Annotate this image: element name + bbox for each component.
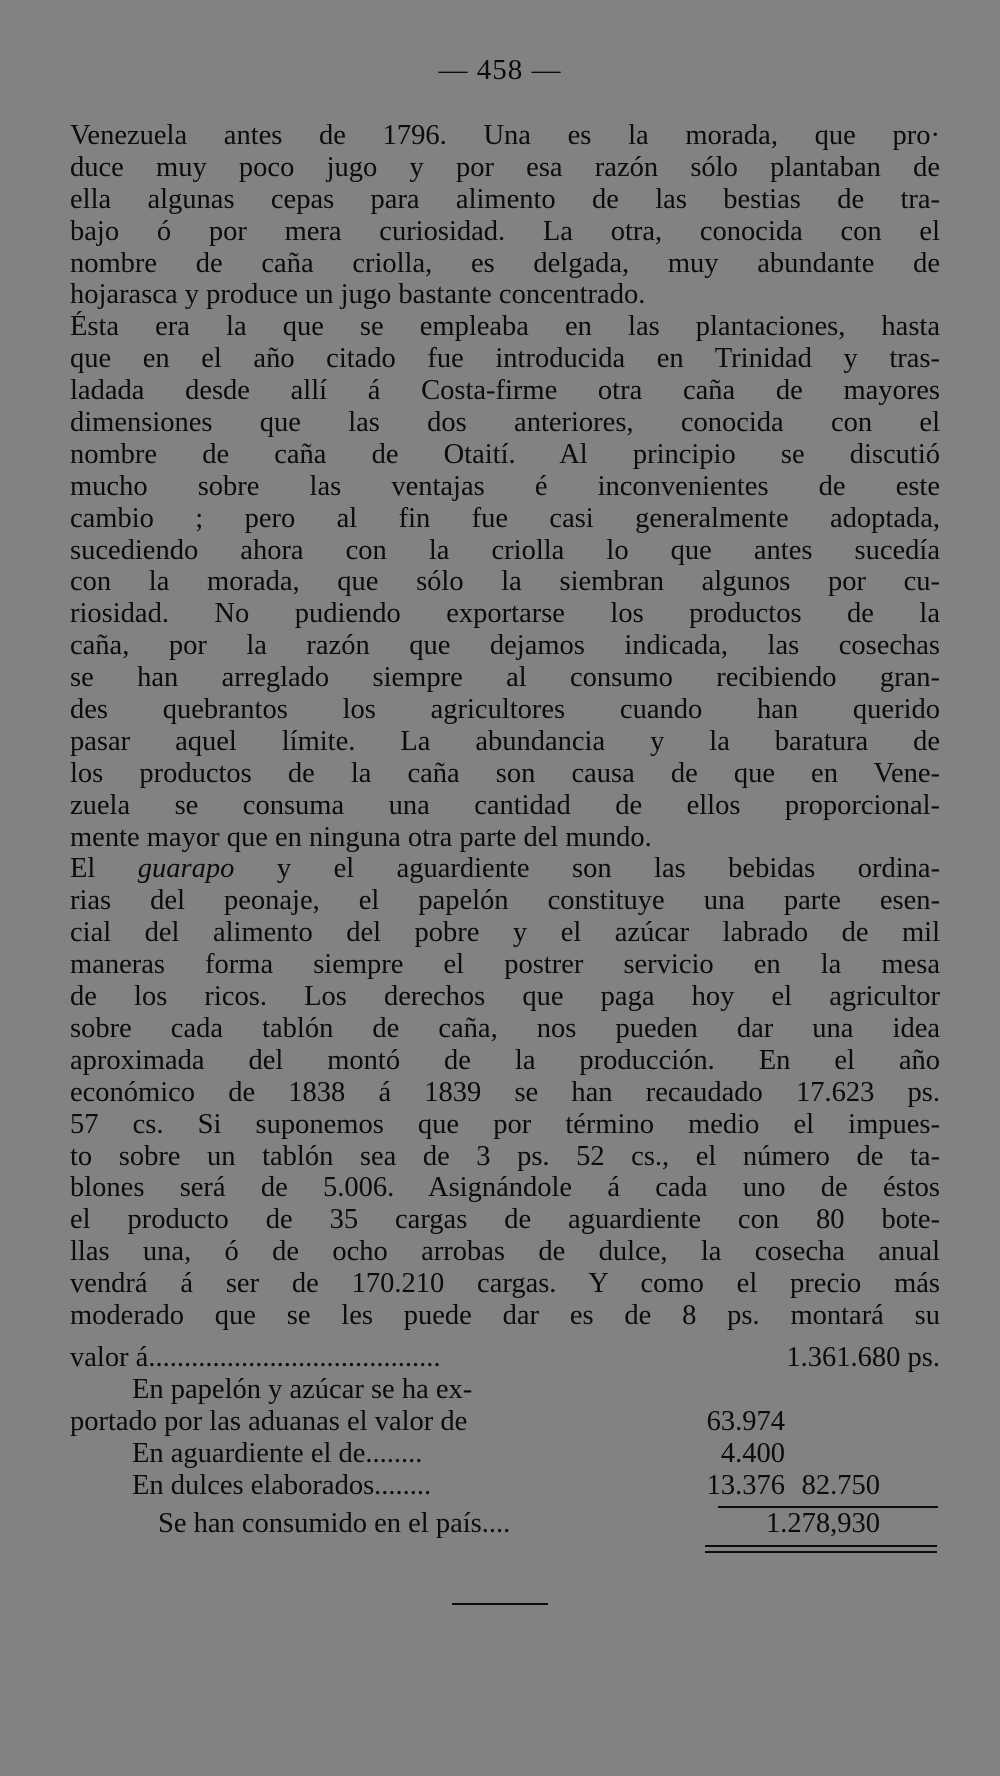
text-line: ladada desde allí á Costa-firme otra caña de mayores — [70, 375, 940, 407]
text-line: blones será de 5.006. Asignándole á cada uno de éstos — [70, 1172, 940, 1204]
papelon-value: 63.974 — [706, 1406, 785, 1437]
dulces-value: 13.376 — [706, 1470, 785, 1501]
text-line: sobre cada tablón de caña, nos pueden dar una idea — [70, 1012, 940, 1044]
text-line: des quebrantos los agricultores cuando han querido — [70, 694, 940, 726]
text-line: rias del peonaje, el papelón constituye una parte esen- — [70, 885, 940, 917]
papelon-label-2: portado por las aduanas el valor de — [70, 1406, 468, 1437]
text-line: zuela se consuma una cantidad de ellos proporcional- — [70, 789, 940, 821]
text-segment: y el aguardiente son las bebidas ordina- — [234, 853, 940, 885]
text-line: to sobre un tablón sea de 3 ps. 52 cs., el número de ta- — [70, 1140, 940, 1172]
consumed-total: 1.278,930 — [766, 1508, 880, 1539]
text-line: 57 cs. Si suponemos que por término medio el impues- — [70, 1108, 940, 1140]
consumed-row — [70, 1508, 940, 1540]
total-double-rule-top — [705, 1545, 937, 1547]
text-line: mucho sobre las ventajas é inconvenientes de este — [70, 470, 940, 502]
text-line: vendrá á ser de 170.210 cargas. Y como el precio más — [70, 1268, 940, 1300]
text-line: nombre de caña de Otaití. Al principio se discutió — [70, 438, 940, 470]
dulces-row — [70, 1470, 940, 1502]
text-line: cial del alimento del pobre y el azúcar labrado de mil — [70, 917, 940, 949]
main-paragraph — [70, 120, 940, 1332]
text-line: llas una, ó de ocho arrobas de dulce, la cosecha anual — [70, 1236, 940, 1268]
text-line: cambio ; pero al fin fue casi generalmente adoptada, — [70, 502, 940, 534]
page-number: — 458 — — [438, 54, 562, 86]
text-line: caña, por la razón que dejamos indicada, las cosechas — [70, 630, 940, 662]
text-line: riosidad. No pudiendo exportarse los productos de la — [70, 598, 940, 630]
text-line: ella algunas cepas para alimento de las bestias de tra- — [70, 183, 940, 215]
papelon-row-1 — [70, 1374, 940, 1406]
text-line: pasar aquel límite. La abundancia y la baratura de — [70, 725, 940, 757]
aguardiente-value: 4.400 — [720, 1438, 785, 1469]
text-line: de los ricos. Los derechos que paga hoy el agricultor — [70, 981, 940, 1013]
exports-total: 82.750 — [801, 1470, 880, 1501]
text-line: maneras forma siempre el postrer servicio en la mesa — [70, 949, 940, 981]
aguardiente-row — [70, 1438, 940, 1470]
text-line: el producto de 35 cargas de aguardiente con 80 bote- — [70, 1204, 940, 1236]
consumed-label: Se han consumido en el país.... — [158, 1508, 511, 1539]
valor-total: 1.361.680 ps. — [774, 1342, 940, 1374]
text-line — [70, 853, 940, 885]
text-line: moderado que se les puede dar es de 8 ps. montará su — [70, 1299, 940, 1331]
text-line: se han arreglado siempre al consumo recibiendo gran- — [70, 662, 940, 694]
text-line: económico de 1838 á 1839 se han recaudado 17.623 ps. — [70, 1076, 940, 1108]
text-line: mente mayor que en ninguna otra parte del mundo. — [70, 821, 652, 853]
italic-word: guarapo — [137, 853, 235, 885]
text-line: duce muy poco jugo y por esa razón sólo plantaban de — [70, 151, 940, 183]
papelon-label-1: En papelón y azúcar se ha ex- — [132, 1374, 473, 1405]
text-line: nombre de caña criolla, es delgada, muy abundante de — [70, 247, 940, 279]
text-line: sucediendo ahora con la criolla lo que antes sucedía — [70, 534, 940, 566]
text-line: dimensiones que las dos anteriores, conocida con el — [70, 407, 940, 439]
text-line: Ésta era la que se empleaba en las plantaciones, hasta — [70, 311, 940, 343]
valor-row — [70, 1342, 940, 1374]
valor-label: valor á......................................... — [70, 1342, 441, 1373]
text-line: hojarasca y produce un jugo bastante concentrado. — [70, 279, 646, 311]
dulces-label: En dulces elaborados........ — [132, 1470, 432, 1501]
text-line: aproximada del montó de la producción. En el año — [70, 1044, 940, 1076]
text-line: bajo ó por mera curiosidad. La otra, conocida con el — [70, 215, 940, 247]
total-double-rule-bottom — [705, 1551, 937, 1553]
end-section-rule — [452, 1603, 548, 1605]
aguardiente-label: En aguardiente el de........ — [132, 1438, 423, 1469]
text-line: los productos de la caña son causa de que en Vene- — [70, 757, 940, 789]
text-line: con la morada, que sólo la siembran algunos por cu- — [70, 566, 940, 598]
text-segment: El — [70, 853, 138, 885]
papelon-row-2 — [70, 1406, 940, 1438]
text-line: que en el año citado fue introducida en Trinidad y tras- — [70, 343, 940, 375]
text-line: Venezuela antes de 1796. Una es la morada, que pro· — [70, 120, 940, 151]
